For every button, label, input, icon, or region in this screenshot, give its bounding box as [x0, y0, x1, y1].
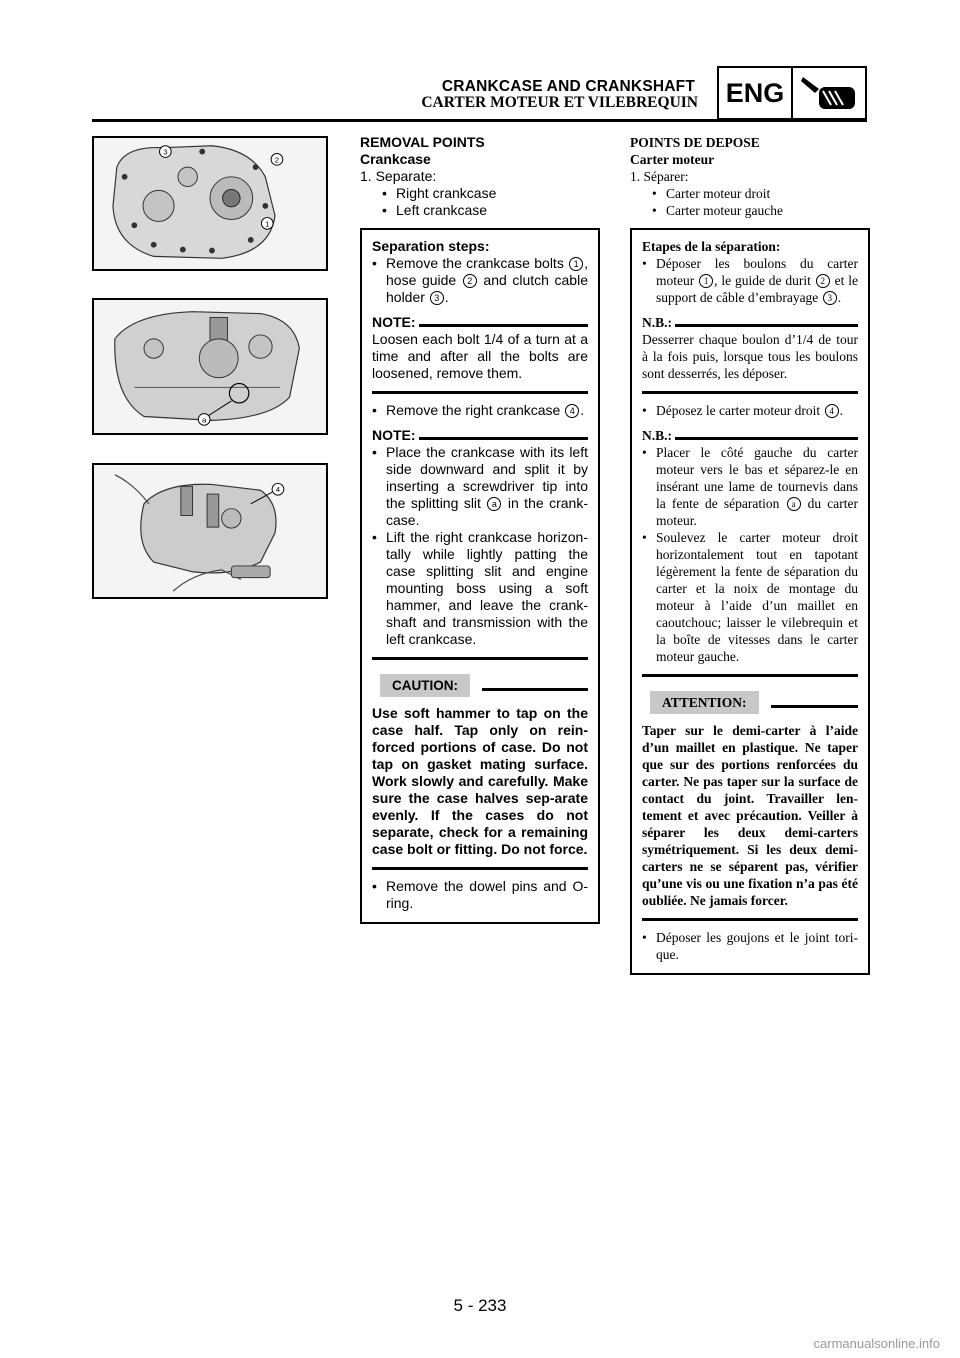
callout-1: 1 — [265, 219, 270, 229]
bullet-deposez-carter-droit: • Déposez le carter moteur droit 4 . — [642, 402, 858, 419]
callout-2: 2 — [274, 155, 280, 165]
bullet-remove-bolts: • Remove the crankcase bolts 1 , hose guide 2 and clutch cable holder 3 . — [372, 255, 588, 306]
bullet-remove-right-crankcase: • Remove the right crankcase 4 . — [372, 402, 588, 419]
heading-removal-points: REMOVAL POINTS — [360, 134, 485, 150]
box-title: Etapes de la séparation: — [642, 239, 781, 254]
page-number: 5 - 233 — [453, 1296, 507, 1315]
subheading-carter-moteur: Carter moteur — [630, 152, 715, 167]
header-title-fr: CARTER MOTEUR ET VILEBREQUIN — [421, 94, 698, 111]
note-2-bullet: • Lift the right crankcase horizon-tally while lightly patting the case splitting slit and engine mounting boss using a soft hammer, and leave the crank-shaft and transmission with the left crankcase. — [372, 529, 588, 648]
note-2-bullet: • Place the crankcase with its left side downward and split it by inserting a screwdriver tip into the splitting slit a in the crank-case. — [372, 444, 588, 529]
separation-steps-box — [360, 228, 600, 924]
step-1-item: • Carter moteur gauche — [630, 202, 870, 219]
callout-3: 3 — [163, 147, 168, 157]
callout-4: 4 — [275, 485, 281, 495]
bullet-deposer-goujons: • Déposer les goujons et le joint tori-que. — [642, 929, 858, 963]
header-rule — [92, 119, 867, 122]
note-1-text: Desserrer chaque boulon d’1/4 de tour à la fois puis, lorsque tous les boulons sont desserrés, les déposer. — [642, 332, 858, 381]
note-label: N.B.: — [642, 315, 672, 330]
engine-wrench-icon — [793, 68, 865, 118]
figure-right-crankcase-removal — [92, 463, 328, 599]
caution-text: Use soft hammer to tap on the case half. Tap only on rein-forced portions of case. Do not tap on gasket mating surface. Work slowly and carefully. Make sure the case halves sep-arate evenly. If the cases do not separate, check for a remaining case bolt or fitting. Do not force. — [372, 705, 588, 857]
etapes-box — [630, 228, 870, 975]
caution-label: ATTENTION: — [650, 691, 759, 714]
bullet-deposer-boulons: • Déposer les boulons du carter moteur 1 , le guide de durit 2 et le support de câble d’embrayage 3 . — [642, 255, 858, 306]
note-2 — [642, 427, 858, 665]
callout-a: a — [202, 415, 207, 425]
note-1 — [642, 314, 858, 382]
step-1-item: • Carter moteur droit — [630, 185, 870, 202]
step-1-item: • Left crankcase — [360, 202, 600, 219]
heading-points-de-depose: POINTS DE DEPOSE — [630, 135, 760, 150]
column-french — [630, 134, 870, 975]
note-label: NOTE: — [372, 314, 416, 330]
caution-header — [372, 674, 588, 697]
caution-label: CAUTION: — [380, 674, 470, 697]
note-2-bullet: • Soulevez le carter moteur droit horizontalement tout en tapotant légèrement la fente de séparation du carter et la noix de montage du moteur à l’aide d’un maillet en caoutchouc; laisser le vilebrequin et la boîte de vitesses dans le carter moteur gauche. — [642, 529, 858, 665]
caution-header — [642, 691, 858, 714]
step-1-item: • Right crankcase — [360, 185, 600, 202]
column-english — [360, 134, 600, 924]
note-2 — [372, 427, 588, 648]
note-label: NOTE: — [372, 427, 416, 443]
step-1: 1. Separate: — [360, 168, 437, 184]
note-2-bullet: • Placer le côté gauche du carter moteur vers le bas et séparez-le en insérant une lame de tournevis dans la fente de séparation a du carter moteur. — [642, 444, 858, 529]
caution-text: Taper sur le demi-carter à l’aide d’un maillet en plastique. Ne taper que sur des portions renforcées du carter. Ne pas taper sur la surface de contact du joint. Travailler len-tement et avec précaution. Veiller à séparer les deux demi-carters symétriquement. Si les deux demi-carters ne se séparent pas, vérifier qu’une vis ou une fixation n’a pas été oubliée. Ne jamais forcer. — [642, 723, 858, 908]
figure-crankcase-slit — [92, 298, 328, 435]
subheading-crankcase: Crankcase — [360, 151, 431, 167]
step-1: 1. Séparer: — [630, 169, 689, 184]
bullet-remove-dowel-pins: • Remove the dowel pins and O-ring. — [372, 878, 588, 912]
watermark: carmanualsonline.info — [813, 1336, 940, 1351]
note-label: N.B.: — [642, 428, 672, 443]
section-badge-label: ENG — [719, 68, 793, 118]
note-1 — [372, 314, 588, 382]
section-badge — [717, 66, 867, 120]
figure-crankcase-bolts — [92, 136, 328, 271]
header-title-en: CRANKCASE AND CRANKSHAFT — [441, 78, 695, 95]
note-1-text: Loosen each bolt 1/4 of a turn at a time and after all the bolts are loosened, remove them. — [372, 331, 588, 381]
box-title: Separation steps: — [372, 238, 490, 254]
